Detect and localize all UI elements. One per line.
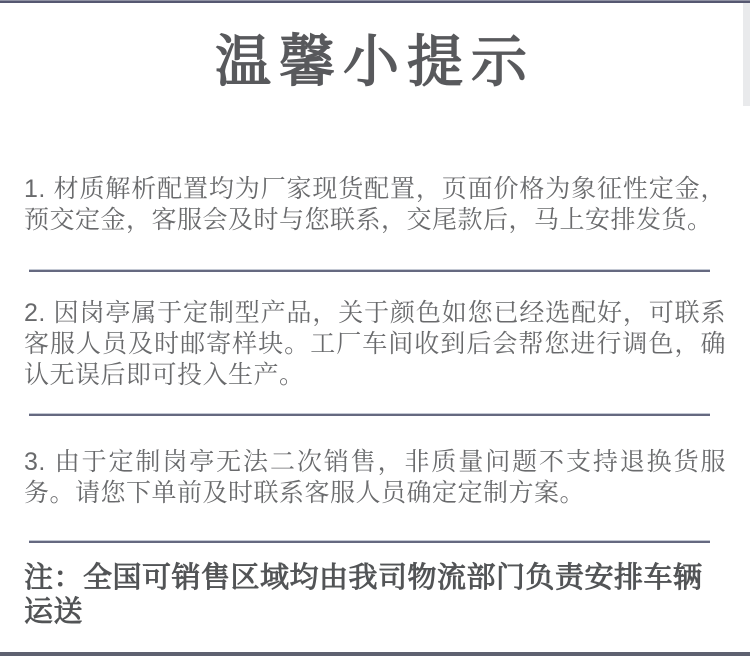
divider-line	[29, 540, 710, 543]
scrollbar-thumb[interactable]	[743, 3, 750, 106]
tip-paragraph-1: 1. 材质解析配置均为厂家现货配置，页面价格为象征性定金，预交定金，客服会及时与您联系，交尾款后，马上安排发货。	[24, 175, 726, 234]
page-title: 温馨小提示	[215, 30, 535, 93]
divider-line	[29, 413, 710, 416]
top-border-line	[0, 0, 750, 3]
shipping-note: 注：全国可销售区域均由我司物流部门负责安排车辆运送	[24, 562, 703, 628]
tip-paragraph-3: 3. 由于定制岗亭无法二次销售，非质量问题不支持退换货服务。请您下单前及时联系客服人员确定定制方案。	[24, 448, 726, 507]
bottom-border-line	[0, 652, 750, 656]
divider-line	[29, 269, 710, 272]
tip-paragraph-2: 2. 因岗亭属于定制型产品，关于颜色如您已经选配好，可联系客服人员及时邮寄样块。工厂车间收到后会帮您进行调色，确认无误后即可投入生产。	[24, 299, 726, 389]
